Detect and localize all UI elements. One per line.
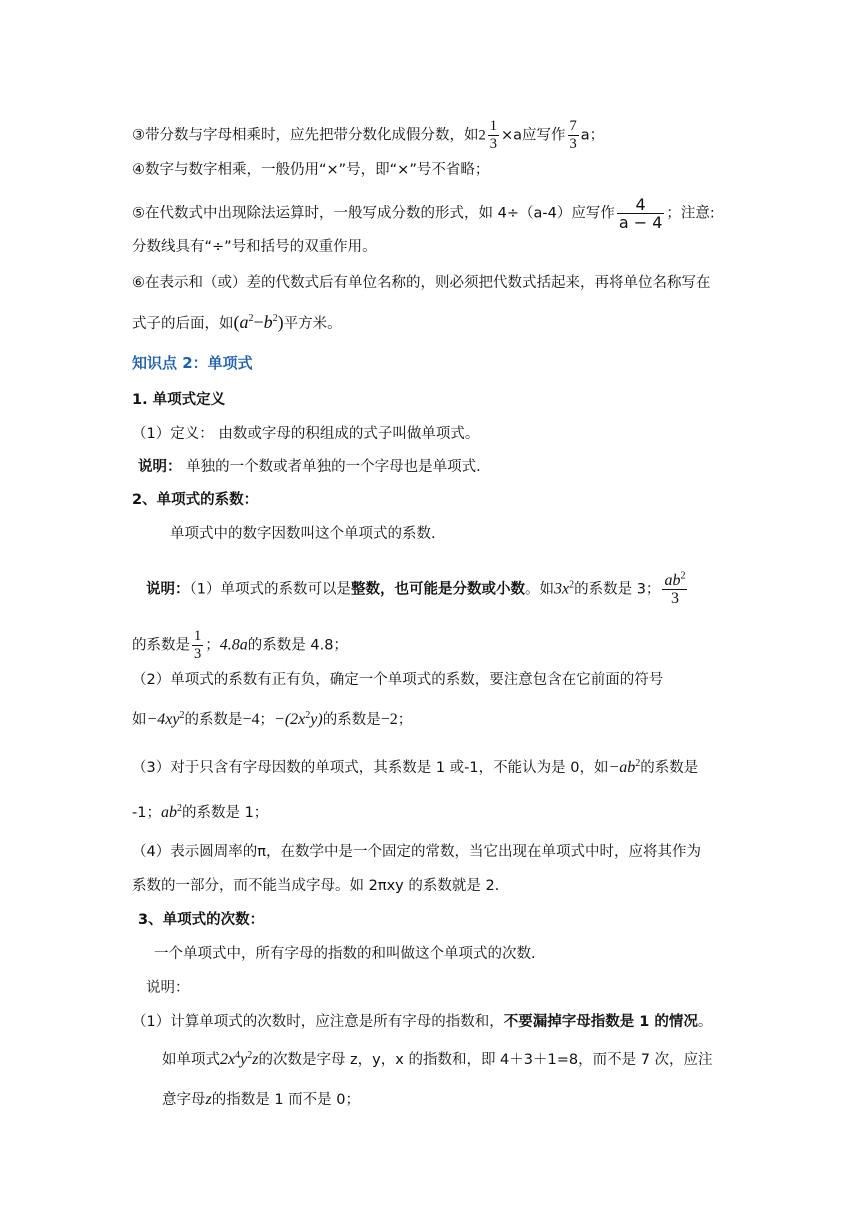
coefficient-sign-line: （2）单项式的系数有正有负，确定一个单项式的系数，要注意包含在它前面的符号 bbox=[132, 672, 664, 688]
letter-coefficient-line2: -1；$ab^2$的系数是 1； bbox=[132, 803, 269, 821]
item-5-line bbox=[132, 196, 715, 231]
one-third-fraction: $\frac{1}{3}$ bbox=[194, 628, 202, 662]
coefficient-note: 说明：（1）单项式的系数可以是整数，也可能是分数或小数。如$3x^2$的系数是 3； $\frac{ab^2}{3}$ bbox=[146, 570, 686, 607]
item-3-text: ③带分数与字母相乘时，应先把带分数化成假分数，如 bbox=[132, 127, 479, 144]
times-a: ×a bbox=[501, 127, 523, 144]
section-heading: 知识点 2：单项式 bbox=[132, 354, 253, 372]
item-3-after: a； bbox=[580, 127, 605, 144]
pi-line1: （4）表示圆周率的π，在数学中是一个固定的常数，当它出现在单项式中时，应将其作为 bbox=[132, 844, 701, 860]
degree-note-label: 说明： bbox=[146, 980, 190, 996]
item-3-line bbox=[132, 118, 604, 153]
mixed-fraction: $\frac{1}{3}$ bbox=[489, 118, 497, 152]
item-6-line2: 式子的后面，如$(a^2-b^2)$平方米。 bbox=[132, 312, 342, 332]
item-5-text: ⑤在代数式中出现除法运算时，一般写成分数的形式，如 4÷（a-4）应写作 bbox=[132, 205, 615, 222]
division-fraction: $\frac{4}{a - 4}$ bbox=[618, 195, 663, 232]
mixed-whole: 2 bbox=[478, 127, 486, 144]
coefficient-examples-line: 的系数是 $\frac{1}{3}$ ；4.8a的系数是 4.8； bbox=[132, 628, 348, 662]
item-3-mid: 应写作 bbox=[522, 127, 566, 144]
degree-definition: 一个单项式中，所有字母的指数的和叫做这个单项式的次数. bbox=[154, 946, 536, 962]
subsection-3-title: 3、单项式的次数： bbox=[138, 912, 265, 928]
subsection-1-title: 1. 单项式定义 bbox=[132, 392, 226, 408]
letter-coefficient-line: （3）对于只含有字母因数的单项式，其系数是 1 或-1，不能认为是 0，如$-ab^2$的系数是 bbox=[132, 758, 699, 776]
degree-example-line2: 意字母z的指数是 1 而不是 0； bbox=[162, 1091, 361, 1108]
subsection-2-title: 2、单项式的系数： bbox=[132, 492, 259, 508]
note-line: 说明： 单独的一个数或者单独的一个字母也是单项式. bbox=[138, 459, 481, 475]
unit-expression: $(a^2-b^2)$ bbox=[233, 312, 284, 332]
item-6-line1: ⑥在表示和（或）差的代数式后有单位名称的，则必须把代数式括起来，再将单位名称写在 bbox=[132, 275, 711, 291]
improper-fraction: $\frac{7}{3}$ bbox=[569, 118, 577, 152]
degree-example-line1: 如单项式$2x^4y^2z$的次数是字母 z，y，x 的指数和，即 4＋3＋1=8，而不是 7 次，应注 bbox=[162, 1050, 713, 1068]
definition-line: （1）定义： 由数或字母的积组成的式子叫做单项式。 bbox=[132, 426, 480, 442]
item-5-continuation: 分数线具有“÷”号和括号的双重作用。 bbox=[132, 239, 377, 255]
item-5-after: ；注意: bbox=[666, 205, 715, 222]
coefficient-sign-examples: 如$-4xy^2$的系数是−4；$-(2x^2y)$的系数是−2； bbox=[132, 710, 413, 728]
coefficient-definition: 单项式中的数字因数叫这个单项式的系数. bbox=[170, 526, 436, 542]
item-4-line: ④数字与数字相乘，一般仍用“×”号，即“×”号不省略； bbox=[132, 162, 490, 178]
ab2-over-3-fraction: $\frac{ab^2}{3}$ bbox=[664, 570, 686, 607]
degree-item-1: （1）计算单项式的次数时，应注意是所有字母的指数和，不要漏掉字母指数是 1 的情况。 bbox=[132, 1014, 713, 1030]
pi-line2: 系数的一部分，而不能当成字母。如 2πxy 的系数就是 2. bbox=[132, 878, 500, 894]
